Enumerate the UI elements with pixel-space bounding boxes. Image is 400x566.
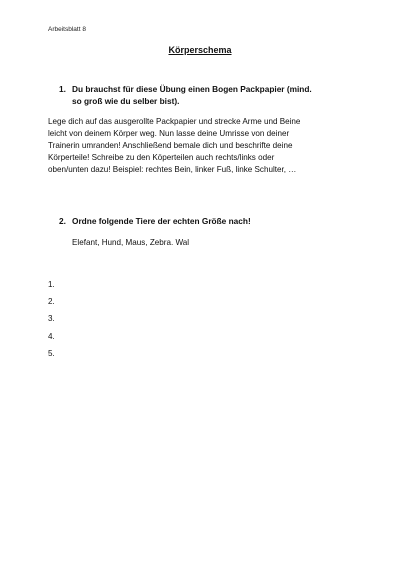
task-2-number: 2.	[59, 216, 66, 226]
instructions-line-2: leicht von deinem Körper weg. Nun lasse deine Umrisse von deiner	[48, 129, 290, 138]
answer-item: 4.	[48, 331, 55, 341]
task-1-text	[72, 83, 362, 107]
instructions-line-4: Körperteile! Schreibe zu den Köperteilen auch rechts/links oder	[48, 153, 275, 162]
animal-list: Elefant, Hund, Maus, Zebra. Wal	[72, 238, 190, 247]
answer-item: 5.	[48, 348, 55, 358]
worksheet-label: Arbeitsblatt 8	[48, 26, 86, 33]
answer-item: 3.	[48, 314, 55, 324]
answer-item: 1.	[48, 280, 55, 289]
instructions-line-3: Trainerin umranden! Anschließend bemale dich und beschrifte deine	[48, 141, 293, 150]
instructions-line-1: Lege dich auf das ausgerollte Packpapier und strecke Arme und Beine	[48, 117, 301, 126]
instructions-paragraph	[48, 116, 358, 176]
answer-list	[48, 279, 55, 365]
instructions-line-5: oben/unten dazu! Beispiel: rechtes Bein, linker Fuß, linke Schulter, …	[48, 165, 297, 174]
task-1-line-1: Du brauchst für diese Übung einen Bogen Packpapier (mind.	[72, 84, 312, 94]
answer-item: 2.	[48, 297, 55, 307]
task-1-number: 1.	[59, 84, 66, 94]
task-1-line-2: so groß wie du selber bist).	[72, 96, 180, 106]
page-title: Körperschema	[168, 45, 232, 55]
task-2-text: Ordne folgende Tiere der echten Größe nach!	[72, 216, 251, 226]
